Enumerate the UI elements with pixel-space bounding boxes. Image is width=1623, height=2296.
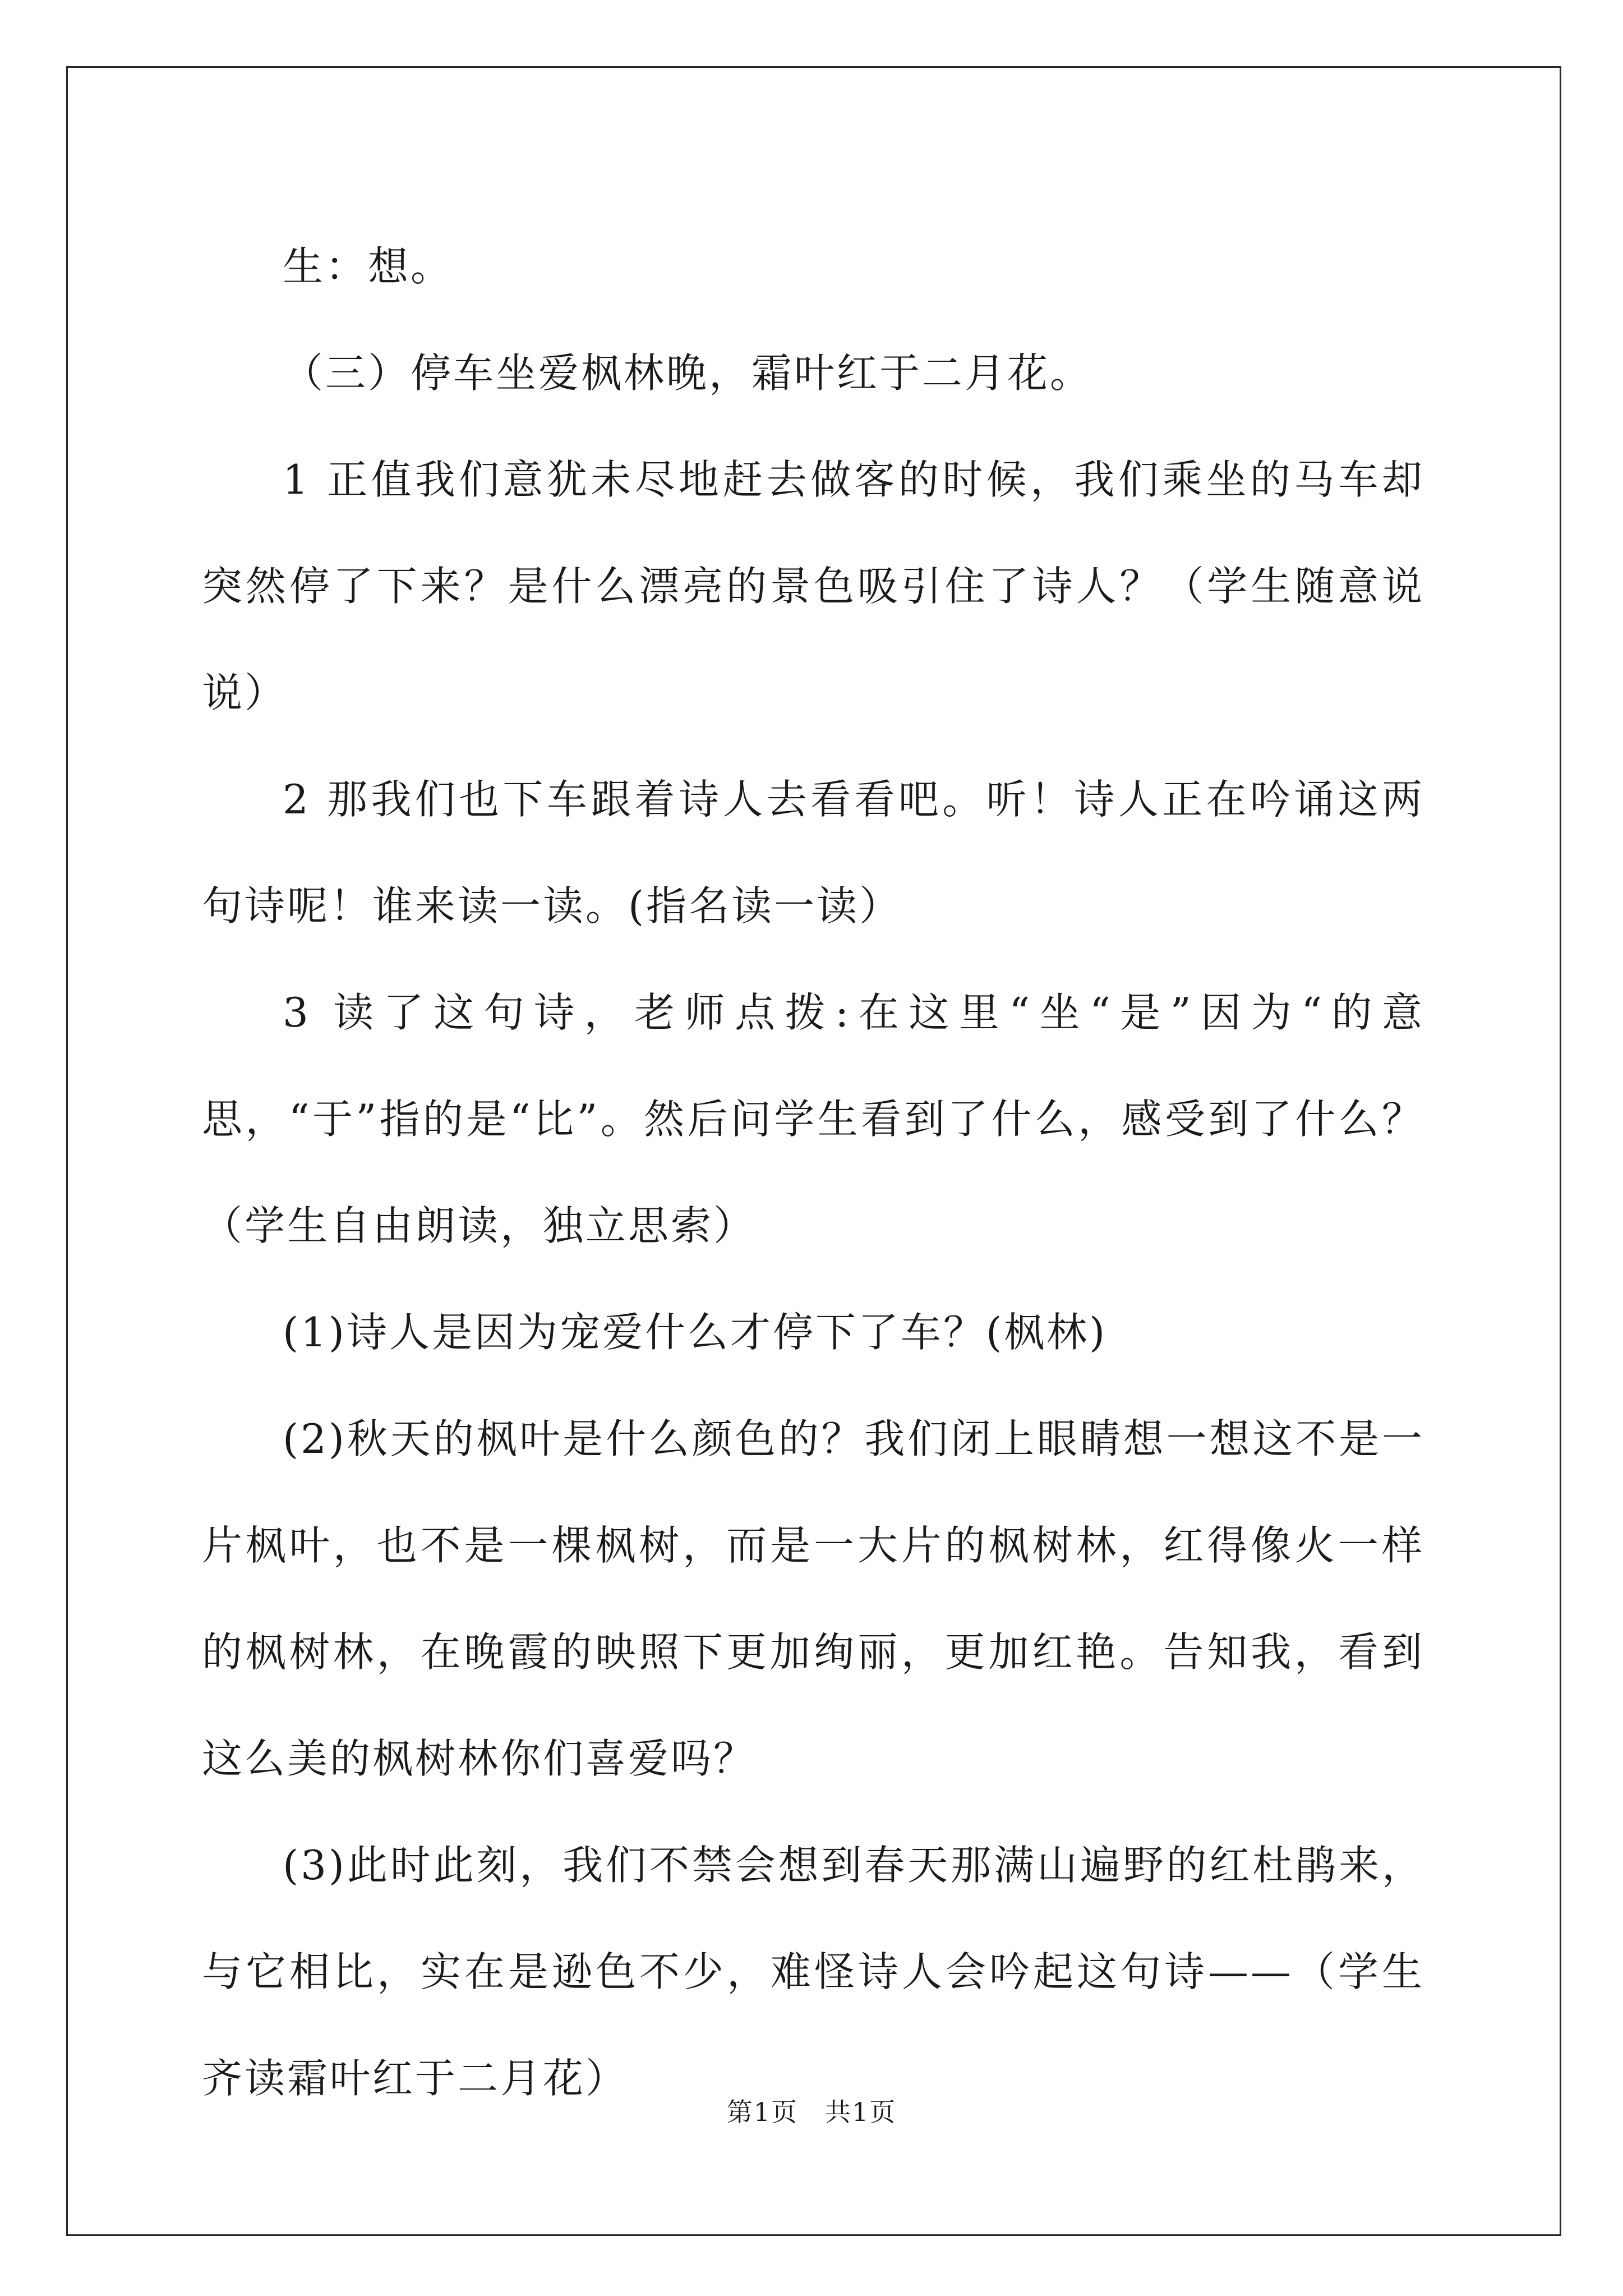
document-body	[202, 213, 1424, 2132]
paragraph-question-1: (1)诗人是因为宠爱什么才停下了车？(枫林)	[283, 1309, 1108, 1356]
paragraph-question-3: (3)此时此刻，我们不禁会想到春天那满山遍野的红杜鹃来，与它相比，实在是逊色不少，难怪诗人会吟起这句诗——（学生齐读霜叶红于二月花）	[202, 1842, 1424, 2102]
paragraph-question-2: (2)秋天的枫叶是什么颜色的？我们闭上眼睛想一想这不是一片枫叶，也不是一棵枫树，而是一大片的枫树林，红得像火一样的枫树林，在晚霞的映照下更加绚丽，更加红艳。告知我，看到这么美的枫树林你们喜爱吗？	[202, 1415, 1424, 1782]
paragraph-step-2: 2 那我们也下车跟着诗人去看看吧。听！诗人正在吟诵这两句诗呢！谁来读一读。(指名读一读）	[202, 776, 1424, 930]
page-footer	[0, 2095, 1623, 2129]
paragraph-student-reply: 生：想。	[283, 243, 454, 290]
paragraph-step-1: 1 正值我们意犹未尽地赶去做客的时候，我们乘坐的马车却突然停了下来？是什么漂亮的景色吸引住了诗人？（学生随意说说）	[202, 456, 1424, 716]
page-number-total: 共1页	[825, 2097, 897, 2127]
paragraph-step-3: 3 读了这句诗，老师点拨:在这里“坐“是”因为“的意思，“于”指的是“比”。然后问学生看到了什么，感受到了什么？（学生自由朗读，独立思索）	[202, 989, 1424, 1249]
page-number-current: 第1页	[726, 2097, 798, 2127]
paragraph-section-heading: （三）停车坐爱枫林晚，霜叶红于二月花。	[283, 349, 1093, 397]
